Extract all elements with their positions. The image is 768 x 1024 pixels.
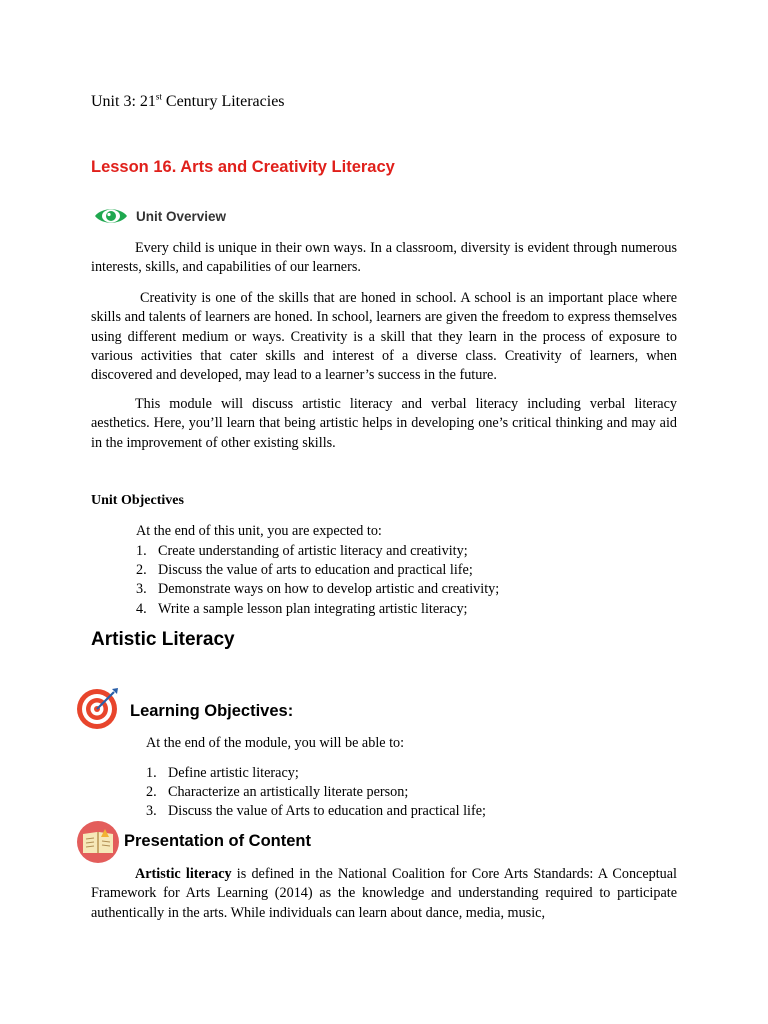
- unit-objectives-heading: Unit Objectives: [91, 493, 184, 508]
- unit-overview-header: [94, 205, 226, 227]
- unit-overview-label: Unit Overview: [136, 208, 227, 224]
- target-icon: [76, 686, 120, 730]
- learning-objectives-list: [146, 764, 486, 822]
- unit-objectives-intro: At the end of this unit, you are expected to:: [136, 523, 382, 539]
- overview-paragraph-2: Creativity is one of the skills that are honed in school. A school is an important place where skills and talents of learners are honed. In school, learners are given the freedom to express themselves using different medium or ways. Creativity is a skill that they learn in the process of exposure to various activities that cater skills and interest of a diverse class. Creativity of learners, when discovered and developed, may lead to a learner’s success in the future.: [91, 290, 677, 384]
- list-item: 3. Demonstrate ways on how to develop artistic and creativity;: [136, 581, 500, 598]
- presentation-of-content-heading: Presentation of Content: [124, 832, 312, 850]
- unit-title: Unit 3: 21st Century Literacies: [91, 91, 285, 110]
- learning-objectives-intro: At the end of the module, you will be able to:: [146, 735, 405, 751]
- overview-paragraph-1: Every child is unique in their own ways. In a classroom, diversity is evident through numerous interests, skills, and capabilities of our learners.: [91, 240, 677, 276]
- list-item: 3. Discuss the value of Arts to education and practical life;: [146, 803, 486, 820]
- list-item: 2. Characterize an artistically literate person;: [146, 784, 409, 801]
- open-book-icon: [76, 820, 120, 864]
- list-item: 4. Write a sample lesson plan integrating artistic literacy;: [136, 600, 468, 617]
- learning-objectives-heading: Learning Objectives:: [130, 702, 294, 720]
- list-item: 1. Create understanding of artistic literacy and creativity;: [136, 543, 468, 559]
- unit-objectives-list: [136, 542, 499, 619]
- list-item: 2. Discuss the value of arts to education and practical life;: [136, 562, 473, 579]
- artistic-literacy-heading: Artistic Literacy: [91, 629, 235, 650]
- overview-paragraph-3: This module will discuss artistic literacy and verbal literacy including verbal literacy aesthetics. Here, you’ll learn that being artistic helps in developing one’s critical thinking and may aid in the improvement of other existing skills.: [91, 396, 677, 451]
- eye-icon: [94, 206, 128, 226]
- presentation-paragraph: Artistic literacy is defined in the National Coalition for Core Arts Standards: A Conceptual Framework for Arts Learning (2014) as the knowledge and understanding required to participate authentically in the arts. While individuals can learn about dance, media, music,: [91, 866, 677, 921]
- lesson-title: Lesson 16. Arts and Creativity Literacy: [91, 158, 395, 176]
- list-item: 1. Define artistic literacy;: [146, 765, 299, 781]
